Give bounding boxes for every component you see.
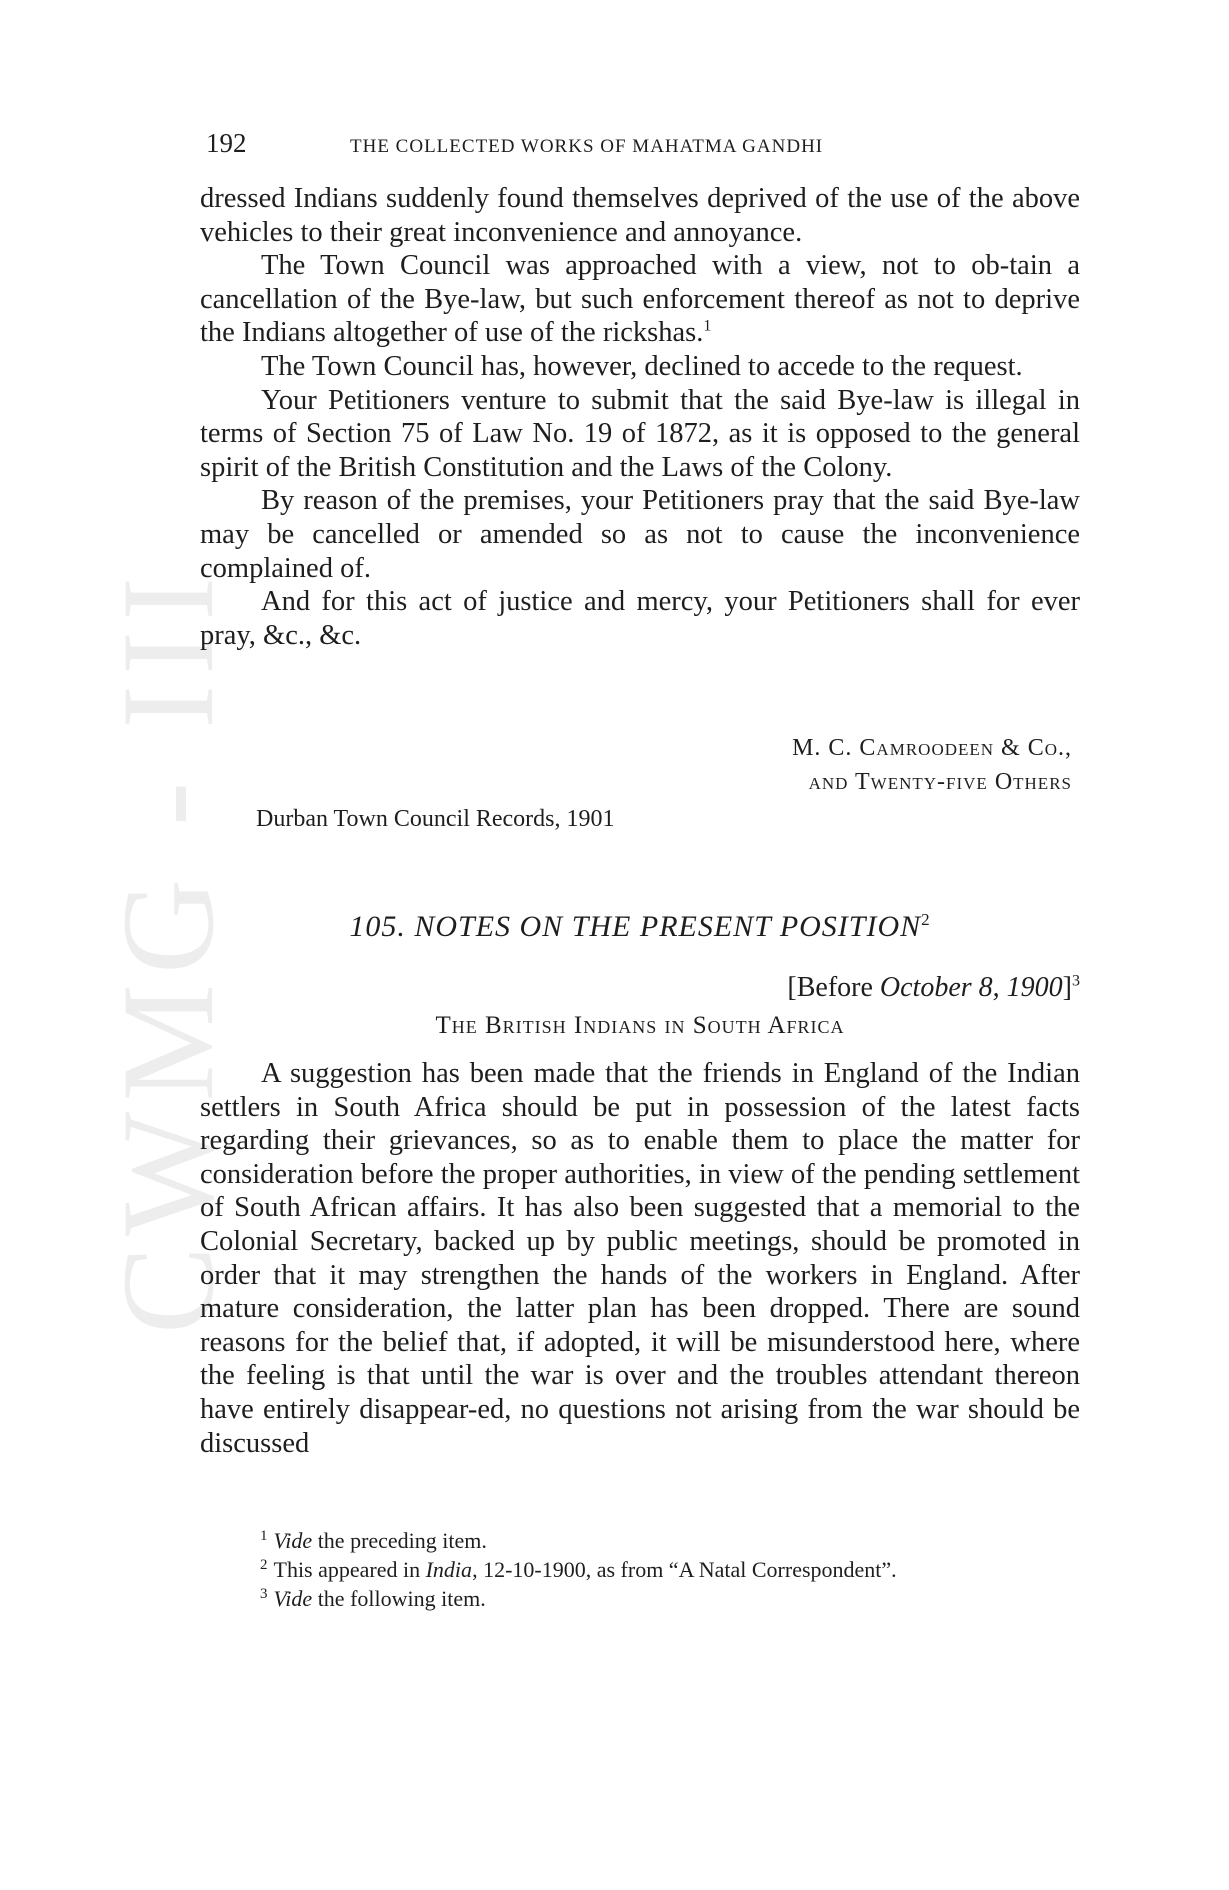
- footnote-italic: India: [425, 1557, 473, 1582]
- footnote-ref: 2: [921, 910, 931, 929]
- heading-text: 105. NOTES ON THE PRESENT POSITION: [349, 910, 922, 943]
- source-citation: Durban Town Council Records, 1901: [256, 806, 615, 832]
- petition-paragraph: By reason of the premises, your Petitioners pray that the said Bye-law may be cancelled or amended so as not to cause the inconvenience complained of.: [200, 485, 1080, 584]
- footnote-italic: Vide: [273, 1528, 313, 1553]
- paragraph-text: The Town Council was approached with a view, not to ob-tain a cancellation of the Bye-law, but such enforcement thereof as not to deprive the Indians altogether of use of the rickshas.: [200, 250, 1080, 349]
- article-text: [200, 1057, 1080, 1460]
- article-paragraph: A suggestion has been made that the friends in England of the Indian settlers in South Africa should be put in possession of the latest facts regarding their grievances, so as to enable them to place the matter for consideration before the proper authorities, in view of the pending settlement of South African affairs. It has also been suggested that a memorial to the Colonial Secretary, backed up by public meetings, should be promoted in order that it may strengthen the hands of the workers in England. After mature consideration, the latter plan has been dropped. There are sound reasons for the belief that, if adopted, it will be misunderstood here, where the feeling is that until the war is over and the troubles attendant thereon have entirely disappear-ed, no questions not arising from the war should be discussed: [200, 1058, 1080, 1459]
- footnote-pre: This appeared in: [273, 1557, 426, 1582]
- watermark-text: CWMG - III: [94, 566, 242, 1334]
- signature-line: and Twenty-five Others: [808, 769, 1072, 795]
- footnote-text: the preceding item.: [312, 1528, 487, 1553]
- petition-paragraph: dressed Indians suddenly found themselves deprived of the use of the above vehicles to their great inconvenience and annoyance.: [200, 183, 1080, 248]
- footnote-text: , 12-10-1900, as from “A Natal Correspondent”.: [472, 1557, 897, 1582]
- footnotes: [260, 1526, 1080, 1613]
- article-subheading: The British Indians in South Africa: [435, 1012, 845, 1039]
- petition-text: [200, 182, 1080, 652]
- article-heading: [200, 910, 1080, 944]
- footnote: [260, 1555, 1080, 1584]
- footnote-number: 3: [260, 1585, 268, 1602]
- date-italic: October 8, 1900: [879, 972, 1063, 1003]
- date-prefix: [Before: [787, 972, 880, 1003]
- page-number: 192: [206, 128, 247, 158]
- petition-paragraph: Your Petitioners venture to submit that the said Bye-law is illegal in terms of Section 75 of Law No. 19 of 1872, as it is opposed to the general spirit of the British Constitution and the Laws of the Colony.: [200, 384, 1080, 483]
- footnote-text: the following item.: [312, 1586, 486, 1611]
- footnote-italic: Vide: [273, 1586, 313, 1611]
- petition-paragraph: [200, 249, 1080, 350]
- footnote-ref: 1: [703, 317, 712, 335]
- petition-paragraph: And for this act of justice and mercy, your Petitioners shall for ever pray, &c., &c.: [200, 586, 1080, 651]
- running-title: THE COLLECTED WORKS OF MAHATMA GANDHI: [350, 136, 824, 157]
- petition-paragraph: The Town Council has, however, declined to accede to the request.: [261, 350, 1023, 382]
- footnote: [260, 1584, 1080, 1613]
- date-suffix: ]: [1062, 972, 1072, 1003]
- signature-block: [680, 731, 1080, 799]
- signature-line: M. C. Camroodeen & Co.,: [792, 735, 1072, 761]
- article-date: [787, 972, 1080, 1004]
- footnote-number: 1: [260, 1527, 268, 1544]
- footnote: [260, 1526, 1080, 1555]
- footnote-number: 2: [260, 1556, 268, 1573]
- footnote-ref: 3: [1072, 972, 1080, 990]
